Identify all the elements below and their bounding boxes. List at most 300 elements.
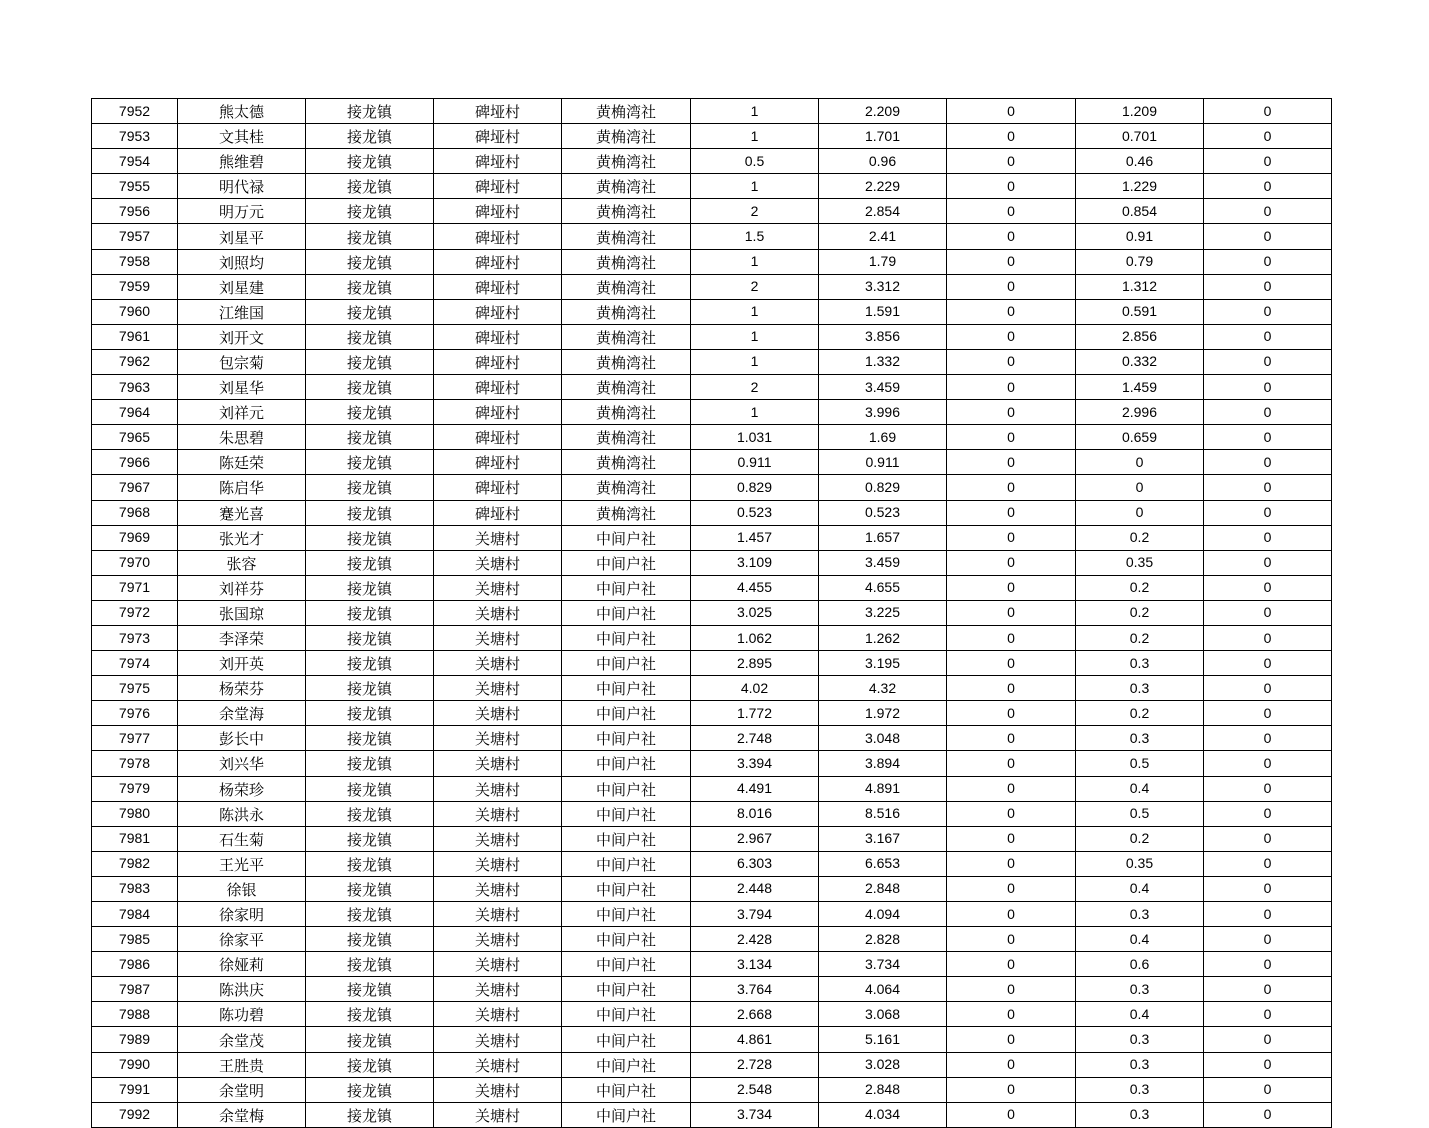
cell-record-id: 7991 [92, 1077, 178, 1102]
cell-value-c: 0 [947, 1077, 1076, 1102]
cell-value-d: 0 [1076, 475, 1204, 500]
cell-group: 中间户社 [562, 826, 691, 851]
cell-value-e: 0 [1204, 174, 1332, 199]
cell-value-b: 4.064 [819, 977, 947, 1002]
cell-group: 中间户社 [562, 1027, 691, 1052]
cell-value-c: 0 [947, 575, 1076, 600]
cell-value-c: 0 [947, 525, 1076, 550]
cell-value-e: 0 [1204, 851, 1332, 876]
cell-town: 接龙镇 [306, 952, 434, 977]
cell-town: 接龙镇 [306, 575, 434, 600]
cell-name: 陈洪庆 [178, 977, 306, 1002]
cell-village: 碑垭村 [434, 174, 562, 199]
cell-value-c: 0 [947, 751, 1076, 776]
cell-name: 明万元 [178, 199, 306, 224]
cell-value-e: 0 [1204, 500, 1332, 525]
cell-name: 刘祥元 [178, 400, 306, 425]
cell-value-e: 0 [1204, 550, 1332, 575]
cell-town: 接龙镇 [306, 1102, 434, 1127]
table-row [92, 676, 1332, 701]
cell-value-d: 0.2 [1076, 826, 1204, 851]
cell-value-d: 0.6 [1076, 952, 1204, 977]
table-row [92, 224, 1332, 249]
cell-value-e: 0 [1204, 149, 1332, 174]
cell-value-b: 3.195 [819, 651, 947, 676]
table-row [92, 851, 1332, 876]
cell-town: 接龙镇 [306, 600, 434, 625]
cell-group: 黄桷湾社 [562, 450, 691, 475]
cell-record-id: 7964 [92, 400, 178, 425]
cell-village: 碑垭村 [434, 375, 562, 400]
cell-value-c: 0 [947, 726, 1076, 751]
table-row [92, 1102, 1332, 1127]
cell-record-id: 7965 [92, 425, 178, 450]
table-row [92, 876, 1332, 901]
cell-value-c: 0 [947, 977, 1076, 1002]
cell-value-d: 0.2 [1076, 600, 1204, 625]
cell-record-id: 7988 [92, 1002, 178, 1027]
cell-value-b: 0.96 [819, 149, 947, 174]
cell-town: 接龙镇 [306, 651, 434, 676]
cell-value-c: 0 [947, 450, 1076, 475]
table-row [92, 249, 1332, 274]
cell-value-b: 2.209 [819, 99, 947, 124]
cell-value-a: 2.967 [691, 826, 819, 851]
cell-town: 接龙镇 [306, 876, 434, 901]
cell-value-d: 0.35 [1076, 851, 1204, 876]
cell-name: 徐银 [178, 876, 306, 901]
cell-value-d: 1.209 [1076, 99, 1204, 124]
cell-value-d: 0.2 [1076, 525, 1204, 550]
table-row [92, 1027, 1332, 1052]
cell-name: 余堂明 [178, 1077, 306, 1102]
cell-value-a: 4.861 [691, 1027, 819, 1052]
cell-group: 中间户社 [562, 525, 691, 550]
table-row [92, 124, 1332, 149]
cell-name: 徐家平 [178, 927, 306, 952]
table-row [92, 927, 1332, 952]
cell-value-e: 0 [1204, 525, 1332, 550]
cell-value-b: 3.996 [819, 400, 947, 425]
cell-town: 接龙镇 [306, 99, 434, 124]
cell-record-id: 7963 [92, 375, 178, 400]
cell-value-a: 3.734 [691, 1102, 819, 1127]
cell-group: 中间户社 [562, 550, 691, 575]
cell-value-c: 0 [947, 952, 1076, 977]
cell-value-d: 2.996 [1076, 400, 1204, 425]
cell-village: 关塘村 [434, 776, 562, 801]
cell-group: 中间户社 [562, 575, 691, 600]
cell-group: 黄桷湾社 [562, 324, 691, 349]
cell-value-b: 2.854 [819, 199, 947, 224]
cell-group: 中间户社 [562, 1102, 691, 1127]
cell-value-a: 4.02 [691, 676, 819, 701]
cell-value-e: 0 [1204, 977, 1332, 1002]
cell-town: 接龙镇 [306, 1027, 434, 1052]
cell-village: 关塘村 [434, 952, 562, 977]
cell-value-c: 0 [947, 776, 1076, 801]
cell-value-d: 1.459 [1076, 375, 1204, 400]
cell-name: 熊维碧 [178, 149, 306, 174]
cell-group: 黄桷湾社 [562, 349, 691, 374]
cell-value-b: 3.167 [819, 826, 947, 851]
cell-group: 黄桷湾社 [562, 500, 691, 525]
cell-value-b: 0.523 [819, 500, 947, 525]
cell-town: 接龙镇 [306, 726, 434, 751]
cell-town: 接龙镇 [306, 525, 434, 550]
cell-town: 接龙镇 [306, 1052, 434, 1077]
cell-value-d: 1.312 [1076, 274, 1204, 299]
cell-value-d: 0.5 [1076, 801, 1204, 826]
cell-record-id: 7980 [92, 801, 178, 826]
table-row [92, 977, 1332, 1002]
cell-value-e: 0 [1204, 124, 1332, 149]
table-row [92, 776, 1332, 801]
cell-value-b: 3.048 [819, 726, 947, 751]
cell-name: 刘祥芬 [178, 575, 306, 600]
cell-value-e: 0 [1204, 575, 1332, 600]
cell-value-e: 0 [1204, 324, 1332, 349]
cell-value-d: 0.2 [1076, 575, 1204, 600]
cell-village: 碑垭村 [434, 500, 562, 525]
cell-value-d: 0.3 [1076, 977, 1204, 1002]
cell-group: 中间户社 [562, 751, 691, 776]
cell-value-b: 3.856 [819, 324, 947, 349]
cell-value-a: 1.062 [691, 625, 819, 650]
cell-value-d: 0.3 [1076, 1052, 1204, 1077]
table-row [92, 701, 1332, 726]
cell-value-c: 0 [947, 801, 1076, 826]
cell-record-id: 7971 [92, 575, 178, 600]
cell-value-a: 2.548 [691, 1077, 819, 1102]
cell-village: 碑垭村 [434, 425, 562, 450]
cell-value-d: 0.854 [1076, 199, 1204, 224]
cell-value-a: 2 [691, 199, 819, 224]
cell-name: 刘开英 [178, 651, 306, 676]
cell-record-id: 7958 [92, 249, 178, 274]
cell-value-e: 0 [1204, 1027, 1332, 1052]
cell-record-id: 7954 [92, 149, 178, 174]
cell-town: 接龙镇 [306, 826, 434, 851]
cell-name: 徐家明 [178, 902, 306, 927]
cell-value-a: 1 [691, 349, 819, 374]
cell-value-a: 1.5 [691, 224, 819, 249]
cell-value-d: 0.3 [1076, 676, 1204, 701]
table-row [92, 600, 1332, 625]
cell-group: 中间户社 [562, 776, 691, 801]
table-row [92, 826, 1332, 851]
cell-value-c: 0 [947, 1052, 1076, 1077]
cell-value-a: 0.523 [691, 500, 819, 525]
cell-village: 关塘村 [434, 826, 562, 851]
cell-village: 关塘村 [434, 600, 562, 625]
cell-value-c: 0 [947, 826, 1076, 851]
cell-group: 黄桷湾社 [562, 199, 691, 224]
cell-record-id: 7989 [92, 1027, 178, 1052]
cell-town: 接龙镇 [306, 400, 434, 425]
cell-value-d: 0.3 [1076, 902, 1204, 927]
cell-record-id: 7961 [92, 324, 178, 349]
cell-group: 中间户社 [562, 952, 691, 977]
cell-town: 接龙镇 [306, 851, 434, 876]
cell-group: 中间户社 [562, 726, 691, 751]
cell-name: 彭长中 [178, 726, 306, 751]
cell-value-e: 0 [1204, 450, 1332, 475]
cell-value-a: 4.491 [691, 776, 819, 801]
cell-group: 黄桷湾社 [562, 149, 691, 174]
cell-name: 朱思碧 [178, 425, 306, 450]
table-row [92, 575, 1332, 600]
cell-value-b: 2.828 [819, 927, 947, 952]
cell-name: 蹇光喜 [178, 500, 306, 525]
cell-village: 关塘村 [434, 751, 562, 776]
cell-value-d: 0.4 [1076, 876, 1204, 901]
cell-name: 刘星平 [178, 224, 306, 249]
cell-value-b: 3.312 [819, 274, 947, 299]
cell-value-d: 0.332 [1076, 349, 1204, 374]
cell-value-b: 0.911 [819, 450, 947, 475]
cell-name: 刘照均 [178, 249, 306, 274]
cell-value-d: 0.91 [1076, 224, 1204, 249]
cell-value-b: 2.848 [819, 1077, 947, 1102]
cell-value-b: 3.459 [819, 550, 947, 575]
cell-value-b: 3.225 [819, 600, 947, 625]
cell-town: 接龙镇 [306, 349, 434, 374]
cell-group: 黄桷湾社 [562, 425, 691, 450]
table-row [92, 952, 1332, 977]
cell-village: 关塘村 [434, 701, 562, 726]
cell-value-b: 1.591 [819, 299, 947, 324]
cell-record-id: 7976 [92, 701, 178, 726]
cell-value-d: 0.3 [1076, 1077, 1204, 1102]
cell-value-b: 8.516 [819, 801, 947, 826]
cell-group: 中间户社 [562, 600, 691, 625]
cell-value-c: 0 [947, 651, 1076, 676]
cell-value-a: 0.5 [691, 149, 819, 174]
cell-value-e: 0 [1204, 726, 1332, 751]
cell-record-id: 7987 [92, 977, 178, 1002]
cell-value-c: 0 [947, 149, 1076, 174]
cell-name: 余堂茂 [178, 1027, 306, 1052]
cell-value-c: 0 [947, 425, 1076, 450]
cell-name: 王光平 [178, 851, 306, 876]
cell-town: 接龙镇 [306, 751, 434, 776]
table-row [92, 375, 1332, 400]
cell-value-e: 0 [1204, 249, 1332, 274]
cell-value-d: 0.5 [1076, 751, 1204, 776]
cell-record-id: 7968 [92, 500, 178, 525]
cell-name: 张光才 [178, 525, 306, 550]
cell-village: 碑垭村 [434, 274, 562, 299]
cell-value-c: 0 [947, 625, 1076, 650]
cell-value-e: 0 [1204, 776, 1332, 801]
cell-value-e: 0 [1204, 274, 1332, 299]
cell-town: 接龙镇 [306, 149, 434, 174]
cell-record-id: 7967 [92, 475, 178, 500]
cell-value-a: 3.764 [691, 977, 819, 1002]
cell-record-id: 7985 [92, 927, 178, 952]
table-row [92, 149, 1332, 174]
cell-town: 接龙镇 [306, 550, 434, 575]
table-row [92, 550, 1332, 575]
cell-name: 杨荣珍 [178, 776, 306, 801]
cell-group: 黄桷湾社 [562, 249, 691, 274]
cell-value-a: 1.457 [691, 525, 819, 550]
table-row [92, 1052, 1332, 1077]
cell-value-d: 0 [1076, 500, 1204, 525]
cell-town: 接龙镇 [306, 475, 434, 500]
cell-value-c: 0 [947, 224, 1076, 249]
cell-record-id: 7982 [92, 851, 178, 876]
cell-value-e: 0 [1204, 375, 1332, 400]
cell-group: 中间户社 [562, 851, 691, 876]
cell-value-c: 0 [947, 1027, 1076, 1052]
cell-value-e: 0 [1204, 952, 1332, 977]
cell-village: 关塘村 [434, 851, 562, 876]
cell-value-e: 0 [1204, 902, 1332, 927]
cell-group: 中间户社 [562, 927, 691, 952]
cell-value-d: 1.229 [1076, 174, 1204, 199]
cell-group: 中间户社 [562, 625, 691, 650]
cell-value-d: 0.4 [1076, 927, 1204, 952]
cell-value-d: 0.79 [1076, 249, 1204, 274]
cell-town: 接龙镇 [306, 977, 434, 1002]
cell-value-d: 0.3 [1076, 651, 1204, 676]
cell-value-e: 0 [1204, 651, 1332, 676]
cell-value-d: 0.701 [1076, 124, 1204, 149]
table-row [92, 1002, 1332, 1027]
cell-record-id: 7953 [92, 124, 178, 149]
cell-village: 碑垭村 [434, 400, 562, 425]
cell-name: 刘开文 [178, 324, 306, 349]
cell-record-id: 7974 [92, 651, 178, 676]
cell-value-b: 1.657 [819, 525, 947, 550]
table-row [92, 349, 1332, 374]
cell-town: 接龙镇 [306, 701, 434, 726]
table-row [92, 199, 1332, 224]
cell-value-e: 0 [1204, 199, 1332, 224]
cell-name: 王胜贵 [178, 1052, 306, 1077]
cell-name: 张国琼 [178, 600, 306, 625]
table-row [92, 299, 1332, 324]
cell-value-a: 3.394 [691, 751, 819, 776]
cell-record-id: 7970 [92, 550, 178, 575]
cell-group: 中间户社 [562, 902, 691, 927]
cell-value-e: 0 [1204, 701, 1332, 726]
cell-value-e: 0 [1204, 826, 1332, 851]
cell-name: 徐娅莉 [178, 952, 306, 977]
cell-village: 关塘村 [434, 651, 562, 676]
cell-value-b: 1.262 [819, 625, 947, 650]
table-row [92, 1077, 1332, 1102]
cell-value-b: 0.829 [819, 475, 947, 500]
cell-village: 碑垭村 [434, 224, 562, 249]
cell-value-b: 3.028 [819, 1052, 947, 1077]
cell-village: 碑垭村 [434, 249, 562, 274]
cell-value-c: 0 [947, 299, 1076, 324]
cell-value-d: 0.2 [1076, 701, 1204, 726]
cell-name: 余堂海 [178, 701, 306, 726]
cell-value-c: 0 [947, 902, 1076, 927]
cell-group: 黄桷湾社 [562, 400, 691, 425]
cell-record-id: 7990 [92, 1052, 178, 1077]
cell-value-c: 0 [947, 199, 1076, 224]
cell-village: 关塘村 [434, 525, 562, 550]
cell-value-c: 0 [947, 349, 1076, 374]
cell-name: 刘星建 [178, 274, 306, 299]
cell-group: 中间户社 [562, 651, 691, 676]
cell-record-id: 7979 [92, 776, 178, 801]
table-body [92, 99, 1332, 1128]
table-row [92, 400, 1332, 425]
cell-village: 碑垭村 [434, 324, 562, 349]
cell-value-b: 5.161 [819, 1027, 947, 1052]
cell-value-c: 0 [947, 600, 1076, 625]
cell-group: 中间户社 [562, 876, 691, 901]
table-row [92, 902, 1332, 927]
cell-town: 接龙镇 [306, 174, 434, 199]
cell-group: 中间户社 [562, 676, 691, 701]
cell-value-b: 1.972 [819, 701, 947, 726]
cell-value-e: 0 [1204, 751, 1332, 776]
cell-value-a: 3.794 [691, 902, 819, 927]
cell-value-e: 0 [1204, 801, 1332, 826]
cell-value-a: 3.134 [691, 952, 819, 977]
cell-name: 刘兴华 [178, 751, 306, 776]
cell-value-b: 4.094 [819, 902, 947, 927]
cell-value-b: 6.653 [819, 851, 947, 876]
cell-group: 黄桷湾社 [562, 124, 691, 149]
cell-village: 碑垭村 [434, 199, 562, 224]
cell-value-e: 0 [1204, 625, 1332, 650]
cell-name: 石生菊 [178, 826, 306, 851]
cell-value-a: 4.455 [691, 575, 819, 600]
cell-group: 中间户社 [562, 1052, 691, 1077]
cell-record-id: 7977 [92, 726, 178, 751]
cell-record-id: 7969 [92, 525, 178, 550]
cell-value-c: 0 [947, 375, 1076, 400]
cell-name: 陈廷荣 [178, 450, 306, 475]
cell-value-b: 4.891 [819, 776, 947, 801]
cell-name: 刘星华 [178, 375, 306, 400]
cell-record-id: 7966 [92, 450, 178, 475]
cell-name: 杨荣芬 [178, 676, 306, 701]
cell-record-id: 7952 [92, 99, 178, 124]
cell-town: 接龙镇 [306, 902, 434, 927]
cell-village: 关塘村 [434, 1027, 562, 1052]
cell-record-id: 7972 [92, 600, 178, 625]
cell-name: 文其桂 [178, 124, 306, 149]
cell-town: 接龙镇 [306, 274, 434, 299]
cell-village: 关塘村 [434, 625, 562, 650]
cell-value-e: 0 [1204, 927, 1332, 952]
cell-value-c: 0 [947, 1002, 1076, 1027]
cell-town: 接龙镇 [306, 124, 434, 149]
cell-value-a: 1 [691, 124, 819, 149]
cell-value-c: 0 [947, 701, 1076, 726]
cell-value-a: 2 [691, 375, 819, 400]
cell-village: 关塘村 [434, 726, 562, 751]
cell-value-d: 0.3 [1076, 1102, 1204, 1127]
cell-value-d: 0 [1076, 450, 1204, 475]
cell-value-c: 0 [947, 500, 1076, 525]
cell-value-d: 0.35 [1076, 550, 1204, 575]
cell-value-d: 0.4 [1076, 1002, 1204, 1027]
cell-village: 碑垭村 [434, 124, 562, 149]
cell-value-e: 0 [1204, 1102, 1332, 1127]
cell-value-e: 0 [1204, 400, 1332, 425]
cell-name: 江维国 [178, 299, 306, 324]
